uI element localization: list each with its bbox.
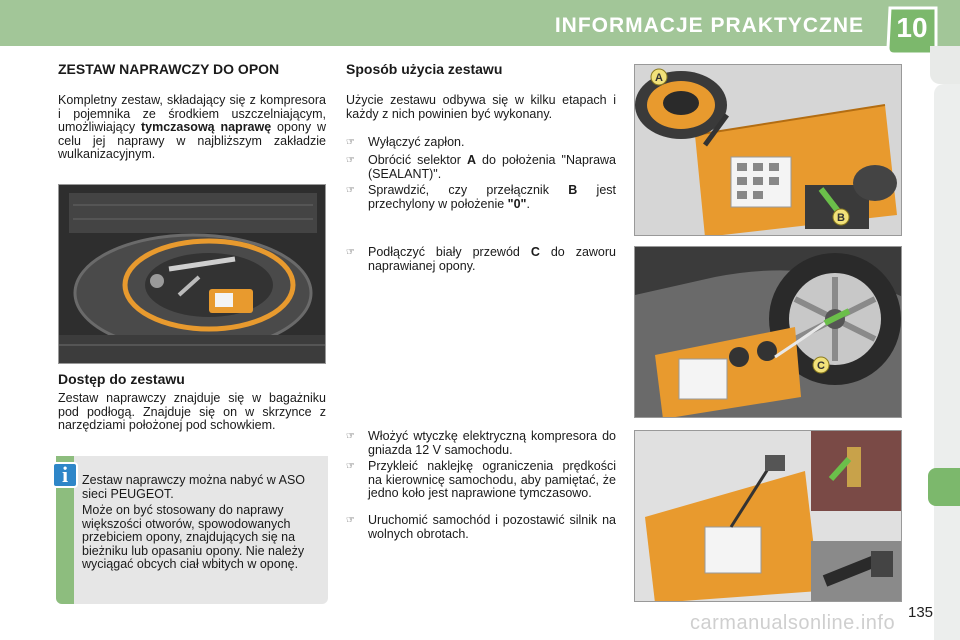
kit-desc-text: Kompletny zestaw, składający się z kompresora i pojemnika ze środkiem uszczelniającym, umożliwiający: [58, 93, 326, 134]
usage-step-3: [346, 184, 616, 211]
step-text: [368, 184, 616, 211]
step-label-bold: C: [530, 245, 540, 259]
kit-desc-text-end: opony w celu jej naprawy w najbliższym zakładzie wulkanizacyjnym.: [58, 120, 326, 161]
kit-description: [58, 94, 326, 162]
usage-step-1: [346, 136, 616, 150]
step-text-part: .: [526, 196, 530, 211]
label-c: C: [817, 360, 825, 372]
info-paragraph-2: Może on być stosowany do naprawy większości otworów, spowodowanych przebiciem opony, znajdujących się na bieżniku lub opasaniu opony. Nie należy wyciągać obcych ciał wbitych w oponę.: [82, 503, 305, 571]
usage-step-4: [346, 246, 616, 273]
step-text-part: Sprawdzić, czy przełącznik: [368, 183, 569, 197]
step-text-part: Podłączyć biały przewód: [368, 245, 531, 259]
hand-pointer-icon: ☞: [346, 247, 355, 258]
plug-sticker-illustration: [635, 431, 902, 602]
kit-desc-bold: tymczasową naprawę: [140, 120, 272, 134]
step-label-bold: A: [466, 153, 476, 167]
step-text-part: do położenia "Naprawa (SEALANT)".: [368, 153, 616, 181]
info-icon: i: [52, 462, 78, 488]
step-text: [368, 460, 616, 501]
tyre-hose-illustration: [635, 247, 902, 418]
step-text: [368, 514, 616, 541]
usage-step-5: [346, 430, 616, 457]
chapter-number: 10: [896, 12, 928, 43]
trunk-illustration: [59, 185, 326, 364]
hand-pointer-icon: ☞: [346, 461, 355, 472]
step-text: [368, 136, 616, 150]
step-text-part: Wyłączyć zapłon.: [368, 135, 465, 149]
kit-selector-illustration: [635, 65, 902, 236]
tyre-hose-photo: [634, 246, 902, 418]
page-title: INFORMACJE PRAKTYCZNE: [554, 14, 864, 37]
hand-pointer-icon: ☞: [346, 431, 355, 442]
label-a: A: [655, 72, 663, 84]
access-description: Zestaw naprawczy znajduje się w bagażniku pod podłogą. Znajduje się on w skrzynce z narzędziami położonej pod schowkiem.: [58, 391, 326, 432]
trunk-photo: [58, 184, 326, 364]
usage-step-2: [346, 154, 616, 181]
step-label-bold: "0": [507, 196, 527, 211]
step-text-part: do zaworu naprawianej opony.: [368, 245, 616, 273]
usage-step-6: [346, 460, 616, 501]
step-text: [368, 246, 616, 273]
step-text: [368, 430, 616, 457]
step-text-part: Obrócić selektor: [368, 153, 467, 167]
info-paragraph-1: Zestaw naprawczy można nabyć w ASO sieci PEUGEOT.: [82, 473, 306, 501]
kit-selector-photo: [634, 64, 902, 236]
usage-intro: Użycie zestawu odbywa się w kilku etapach i każdy z nich powinien być wykonany.: [346, 93, 616, 121]
step-text-part: jest przechylony w położenie: [368, 183, 616, 211]
side-tab-chapter: [928, 468, 960, 506]
side-strip: [934, 84, 960, 640]
step-text-part: Uruchomić samochód i pozostawić silnik na wolnych obrotach.: [368, 513, 616, 541]
step-text-part: Włożyć wtyczkę elektryczną kompresora do gniazda 12 V samochodu.: [368, 429, 616, 457]
hand-pointer-icon: ☞: [346, 155, 355, 166]
access-heading: Dostęp do zestawu: [58, 371, 185, 387]
hand-pointer-icon: ☞: [346, 185, 355, 196]
watermark: carmanualsonline.info: [690, 612, 896, 634]
step-label-bold: B: [568, 183, 578, 197]
label-b: B: [837, 212, 845, 224]
page-number: 135: [908, 604, 934, 621]
hand-pointer-icon: ☞: [346, 137, 355, 148]
hand-pointer-icon: ☞: [346, 515, 355, 526]
usage-step-7: [346, 514, 616, 541]
step-text-part: Przykleić naklejkę ograniczenia prędkości na kierownicę samochodu, aby pamiętać, że jedno koło jest naprawione tymczasowo.: [368, 459, 616, 500]
kit-heading: ZESTAW NAPRAWCZY DO OPON: [58, 61, 280, 77]
usage-heading: Sposób użycia zestawu: [346, 61, 503, 77]
side-tab-top: [930, 46, 960, 84]
plug-sticker-photo: [634, 430, 902, 602]
step-text: [368, 154, 616, 181]
